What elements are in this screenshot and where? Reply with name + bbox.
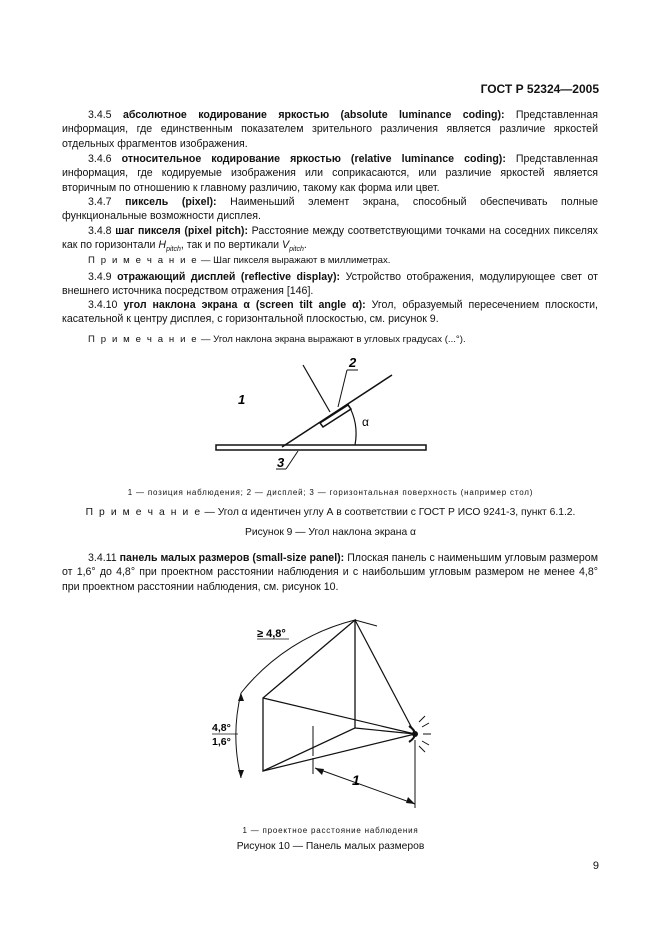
document-id: ГОСТ Р 52324—2005 (480, 82, 599, 96)
clause-term: пиксель (pixel): (125, 196, 217, 208)
clause-3-4-5 (62, 108, 598, 151)
viewing-line (303, 365, 330, 412)
note-text: — Угол α идентичен углу А в соответствии с ГОСТ Р ИСО 9241-3, пункт 6.1.2. (204, 507, 576, 518)
clause-term: панель малых размеров (small-size panel): (119, 552, 345, 564)
alpha-label: α (362, 415, 369, 429)
distance-dimension-line (315, 768, 415, 804)
clause-number: 3.4.6 (88, 153, 112, 165)
leader-3 (286, 451, 298, 469)
small-angle-arc (236, 693, 241, 778)
note-tilt-angle (62, 333, 598, 347)
v-pitch-subscript: pitch (289, 246, 304, 254)
label-3: 3 (277, 455, 285, 470)
clause-term: абсолютное кодирование яркостью (absolute luminance coding): (122, 109, 505, 121)
label-1: 1 (352, 772, 360, 788)
arc-arrow-top (238, 693, 244, 701)
eye-pupil (412, 731, 418, 737)
clause-3-4-11 (62, 551, 598, 594)
clause-3-4-8 (62, 224, 598, 258)
distance-arrow-left (315, 768, 324, 775)
clause-term: относительное кодирование яркостью (relative luminance coding): (121, 153, 506, 165)
clause-3-4-6 (62, 152, 598, 195)
eyelash-icon (419, 716, 431, 752)
clause-text: Плоская панель с наименьшим угловым размером от 1,6° до 4,8° при проектном расстоянии наблюдения и с наибольшим угловым размером не менее 4,8° при проектном расстоянии наблюдения, см. рисунок 10. (62, 552, 598, 593)
ray-left-bottom (263, 734, 415, 771)
arc-arrow-bottom (238, 770, 244, 778)
ray-top (355, 620, 415, 734)
clause-number: 3.4.10 (88, 299, 118, 311)
note-pixel-pitch (62, 254, 598, 268)
v-pitch-symbol: V (282, 239, 290, 252)
clause-number: 3.4.9 (88, 271, 112, 283)
label-2: 2 (349, 355, 357, 370)
distance-arrow-right (406, 797, 415, 804)
note-text: — Шаг пикселя выражают в миллиметрах. (200, 255, 391, 266)
note-text: — Угол наклона экрана выражают в угловых градусах (...°). (200, 334, 466, 345)
clause-3-4-10 (62, 298, 598, 327)
clause-text: Угол, образуемый пересечением плоскости, касательной к центру дисплея, с горизонтальной плоскостью, см. рисунок 9. (62, 299, 598, 326)
h-pitch-symbol: H (158, 239, 167, 252)
figure-9-tilt-angle (200, 350, 460, 480)
label-1-6: 1,6° (212, 736, 231, 748)
clause-text: Представленная информация, где кодируемые изображения или соприкасаются, или различие яркостей является вторичным по отношению к главному различию, такому как форма или цвет. (62, 153, 598, 194)
clause-number: 3.4.8 (88, 225, 112, 237)
clause-text: Расстояние между соответствующими точками на соседних пикселях как по горизонтали (62, 225, 598, 252)
clause-text: . (303, 239, 307, 252)
ray-center (355, 728, 415, 734)
h-pitch-subscript: pitch (166, 246, 181, 254)
display-panel (320, 405, 351, 427)
label-4-8: 4,8° (212, 722, 231, 734)
clause-3-4-7 (62, 195, 598, 224)
figure-9-caption: Рисунок 9 — Угол наклона экрана α (244, 527, 416, 538)
label-ge-4-8: ≥ 4,8° (257, 628, 286, 640)
note-label: П р и м е ч а н и е (88, 334, 199, 345)
figure-9-legend: 1 — позиция наблюдения; 2 — дисплей; 3 — горизонтальная поверхность (например стол) (127, 488, 534, 497)
clause-term: угол наклона экрана α (screen tilt angle α): (123, 299, 366, 311)
clause-text: Устройство отображения, модулирующее свет от внешнего источника посредством отражения [146]. (62, 271, 598, 298)
clause-term: шаг пикселя (pixel pitch): (115, 225, 248, 237)
alpha-symbol: α (243, 299, 250, 311)
panel-outline (263, 620, 355, 771)
screen-plane-line (282, 375, 392, 447)
leader-2 (338, 370, 347, 407)
note-label: П р и м е ч а н и е (88, 255, 199, 266)
clause-text: Наименьший элемент экрана, способный обеспечивать полные функциональные возможности дисплея. (62, 196, 598, 223)
figure-9-note (0, 507, 661, 518)
clause-text: Представленная информация, где единственным показателем зрительного различения является различие яркостей отдельных фрагментов изображения. (62, 109, 598, 150)
clause-text: , так и по вертикали (180, 239, 280, 252)
clause-3-4-9 (62, 270, 598, 299)
clause-number: 3.4.7 (88, 196, 112, 208)
figure-10-caption: Рисунок 10 — Панель малых размеров (236, 841, 425, 852)
page-number: 9 (592, 860, 599, 872)
note-label: П р и м е ч а н и е (85, 507, 202, 518)
clause-number: 3.4.5 (88, 109, 112, 121)
clause-term: отражающий дисплей (reflective display): (117, 271, 341, 283)
horizontal-surface (216, 445, 426, 450)
label-1: 1 (238, 392, 246, 407)
figure-10-legend: 1 — проектное расстояние наблюдения (242, 826, 419, 835)
figure-10-small-size-panel (205, 608, 455, 818)
ray-left-top (263, 698, 415, 734)
clause-number: 3.4.11 (88, 552, 117, 564)
